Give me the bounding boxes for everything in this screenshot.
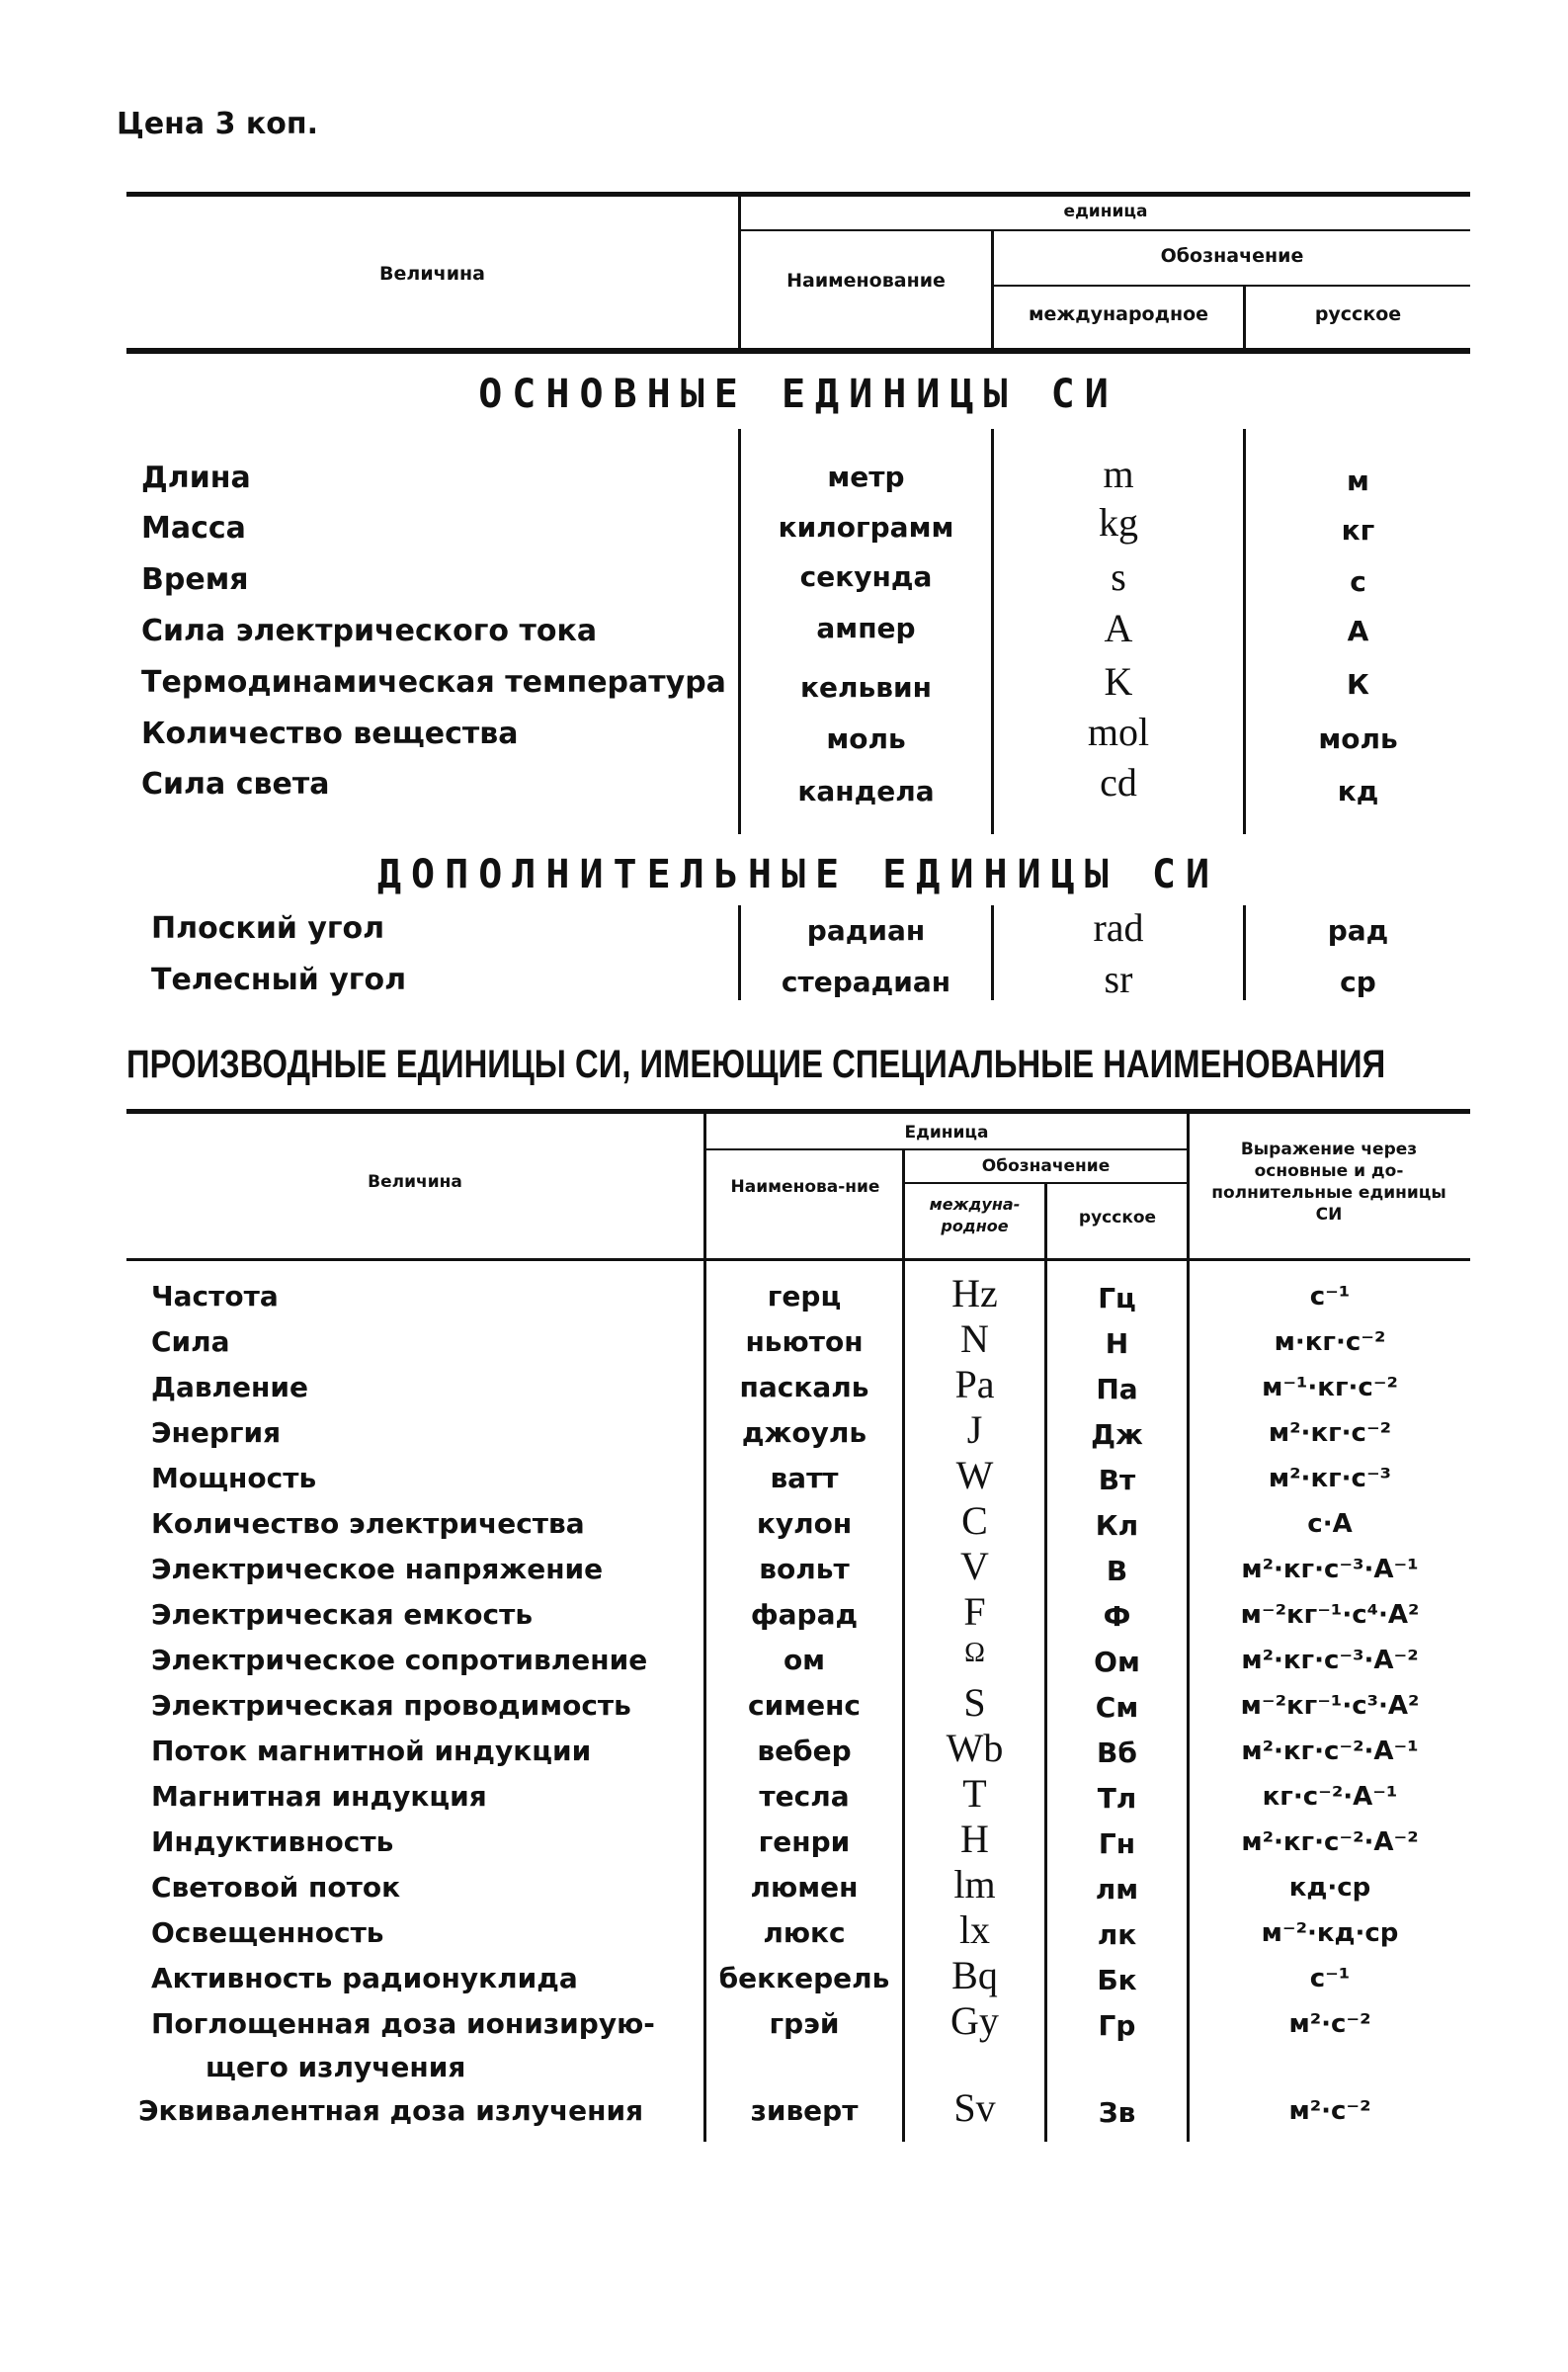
derived-row-russian: Н xyxy=(1105,1327,1129,1360)
base-row-name: кельвин xyxy=(800,671,932,704)
derived-row-russian: Гц xyxy=(1098,1282,1136,1314)
supp-row-name: радиан xyxy=(806,914,926,947)
base-row-quantity: Длина xyxy=(141,461,251,495)
derived-row-quantity-continued: щего излучения xyxy=(206,2051,466,2083)
base-row-quantity: Сила света xyxy=(141,767,330,802)
derived-row-quantity: Освещенность xyxy=(151,1916,384,1949)
supp-row-russian: ср xyxy=(1340,966,1376,998)
derived-row-russian: В xyxy=(1106,1555,1128,1587)
header-top-rule xyxy=(126,192,1470,197)
base-row-quantity: Сила электрического тока xyxy=(141,614,598,648)
derived-row-quantity: Электрическая емкость xyxy=(151,1598,534,1631)
derived-row-name: ом xyxy=(783,1644,826,1676)
derived-row-expression: м⁻²кг⁻¹·с³·А² xyxy=(1240,1691,1420,1721)
derived-row-name: кулон xyxy=(756,1507,853,1540)
base-row-name: секунда xyxy=(799,560,933,593)
derived-row-expression: м²·кг·с⁻²·А⁻¹ xyxy=(1241,1737,1419,1766)
derived-header-expression: Выражение через основные и до-полнительные единицы СИ xyxy=(1211,1140,1446,1225)
supp-row-international: rad xyxy=(1093,905,1144,950)
derived-row-international: J xyxy=(966,1407,983,1452)
supp-row-international: sr xyxy=(1104,957,1133,1001)
derived-row-quantity: Энергия xyxy=(151,1416,282,1449)
derived-row-international: F xyxy=(963,1589,986,1634)
derived-row-expression: м⁻¹·кг·с⁻² xyxy=(1262,1373,1398,1402)
derived-row-international: C xyxy=(961,1498,988,1543)
derived-row-expression: м⁻²·кд·ср xyxy=(1261,1918,1399,1948)
base-row-russian: кг xyxy=(1341,514,1375,547)
derived-row-name: тесла xyxy=(759,1780,850,1813)
derived-row-russian: См xyxy=(1095,1691,1139,1724)
base-row-name: моль xyxy=(826,722,906,755)
derived-row-expression: м·кг·с⁻² xyxy=(1274,1327,1386,1357)
derived-header-international: междуна-родное xyxy=(929,1195,1021,1235)
derived-row-quantity: Поток магнитной индукции xyxy=(151,1735,592,1767)
supp-row-russian: рад xyxy=(1327,914,1389,947)
derived-row-quantity: Количество электричества xyxy=(151,1507,585,1540)
derived-row-expression: кг·с⁻²·А⁻¹ xyxy=(1262,1782,1398,1812)
base-row-quantity: Время xyxy=(141,562,249,597)
derived-row-international: T xyxy=(962,1771,987,1816)
derived-row-russian: Вб xyxy=(1097,1737,1137,1769)
base-row-russian: кд xyxy=(1337,775,1379,807)
derived-row-expression: м²·кг·с⁻² xyxy=(1268,1418,1392,1448)
base-row-russian: м xyxy=(1347,465,1369,497)
derived-row-quantity: Эквивалентная доза излучения xyxy=(138,2094,644,2127)
derived-row-name: вольт xyxy=(759,1553,850,1585)
derived-row-name: зиверт xyxy=(750,2094,859,2127)
base-row-international: kg xyxy=(1099,500,1138,545)
derived-row-quantity: Электрическое напряжение xyxy=(151,1553,604,1585)
supp-row-quantity: Телесный угол xyxy=(151,963,407,997)
derived-row-quantity: Световой поток xyxy=(151,1871,401,1904)
header-international: международное xyxy=(1028,303,1209,325)
derived-row-russian: Кл xyxy=(1095,1509,1139,1542)
derived-row-international: Gy xyxy=(950,1998,999,2043)
base-row-international: s xyxy=(1111,554,1126,599)
derived-row-russian: Па xyxy=(1096,1373,1138,1405)
derived-row-russian: Вт xyxy=(1098,1464,1136,1496)
derived-row-expression: кд·ср xyxy=(1288,1873,1371,1903)
base-row-name: метр xyxy=(827,461,905,493)
derived-header-russian: русское xyxy=(1078,1208,1157,1228)
derived-row-international: S xyxy=(963,1680,986,1725)
derived-header-bottom-rule xyxy=(126,1258,1470,1261)
derived-row-russian: Гр xyxy=(1098,2009,1136,2042)
supplementary-units-title: ДОПОЛНИТЕЛЬНЫЕ ЕДИНИЦЫ СИ xyxy=(376,852,1220,897)
derived-row-international: Wb xyxy=(946,1726,1004,1770)
derived-header-unit: Единица xyxy=(904,1123,989,1143)
derived-row-international: Hz xyxy=(951,1271,998,1315)
base-row-russian: К xyxy=(1347,668,1369,701)
derived-row-quantity: Поглощенная доза ионизирую- xyxy=(151,2007,655,2040)
derived-units-title: ПРОИЗВОДНЫЕ ЕДИНИЦЫ СИ, ИМЕЮЩИЕ СПЕЦИАЛЬНЫЕ НАИМЕНОВАНИЯ xyxy=(126,1043,1386,1086)
header-name: Наименование xyxy=(786,270,946,292)
derived-row-international: W xyxy=(955,1453,994,1497)
derived-row-name: люмен xyxy=(750,1871,859,1904)
header-bottom-rule xyxy=(126,348,1470,354)
supp-row-quantity: Плоский угол xyxy=(151,911,385,946)
derived-row-expression: с⁻¹ xyxy=(1309,1964,1351,1993)
derived-row-international: V xyxy=(960,1544,989,1588)
derived-row-quantity: Активность радионуклида xyxy=(151,1962,578,1994)
derived-row-russian: лк xyxy=(1097,1918,1137,1951)
derived-row-russian: Зв xyxy=(1098,2096,1136,2129)
derived-row-international: Pa xyxy=(954,1362,995,1406)
header-designation: Обозначение xyxy=(1160,245,1304,267)
base-row-international: A xyxy=(1104,606,1133,650)
derived-row-expression: м²·с⁻² xyxy=(1288,2096,1371,2126)
derived-header-name: Наименова-ние xyxy=(730,1177,880,1197)
derived-row-russian: Ом xyxy=(1094,1646,1140,1678)
base-row-quantity: Термодинамическая температура xyxy=(141,665,726,700)
derived-row-international: lx xyxy=(958,1907,991,1952)
price-label: Цена 3 коп. xyxy=(117,107,319,141)
derived-row-quantity: Сила xyxy=(151,1325,230,1358)
derived-row-name: сименс xyxy=(747,1689,862,1722)
base-row-international: K xyxy=(1104,659,1133,704)
base-row-russian: с xyxy=(1350,565,1366,598)
header-hline-unit xyxy=(741,229,1470,231)
derived-header-designation: Обозначение xyxy=(981,1156,1111,1176)
header-unit: единица xyxy=(1063,202,1148,221)
derived-row-expression: с⁻¹ xyxy=(1309,1282,1351,1312)
header-russian: русское xyxy=(1314,303,1402,325)
derived-hline-unit xyxy=(706,1148,1187,1150)
header-hline-designation xyxy=(994,285,1470,287)
derived-row-name: ватт xyxy=(770,1462,839,1494)
derived-row-name: ньютон xyxy=(745,1325,864,1358)
derived-row-name: паскаль xyxy=(739,1371,869,1403)
derived-row-expression: м²·кг·с⁻³·А⁻¹ xyxy=(1241,1555,1419,1584)
base-row-name: килограмм xyxy=(778,511,954,544)
base-row-russian: моль xyxy=(1318,722,1398,755)
derived-row-name: генри xyxy=(758,1825,851,1858)
derived-row-expression: м²·кг·с⁻³ xyxy=(1268,1464,1392,1493)
header-quantity: Величина xyxy=(379,263,485,285)
derived-row-quantity: Мощность xyxy=(151,1462,317,1494)
base-row-international: m xyxy=(1103,452,1134,496)
derived-row-quantity: Индуктивность xyxy=(151,1825,394,1858)
derived-row-quantity: Электрическое сопротивление xyxy=(151,1644,648,1676)
base-row-quantity: Количество вещества xyxy=(141,717,519,751)
derived-row-russian: Гн xyxy=(1098,1827,1136,1860)
derived-row-expression: м²·кг·с⁻²·А⁻² xyxy=(1241,1827,1419,1857)
derived-row-expression: м⁻²кг⁻¹·с⁴·А² xyxy=(1240,1600,1420,1630)
derived-row-name: грэй xyxy=(769,2007,840,2040)
derived-row-russian: Дж xyxy=(1091,1418,1143,1451)
supp-row-name: стерадиан xyxy=(781,966,951,998)
derived-row-quantity: Магнитная индукция xyxy=(151,1780,487,1813)
derived-row-name: беккерель xyxy=(718,1962,890,1994)
derived-row-name: герц xyxy=(767,1280,842,1313)
base-row-russian: А xyxy=(1347,615,1369,647)
derived-row-international: Bq xyxy=(951,1953,998,1997)
derived-row-name: вебер xyxy=(757,1735,852,1767)
derived-row-russian: Тл xyxy=(1097,1782,1137,1815)
derived-row-russian: лм xyxy=(1095,1873,1139,1906)
derived-row-name: люкс xyxy=(763,1916,846,1949)
derived-header-quantity: Величина xyxy=(368,1172,462,1192)
derived-row-international: H xyxy=(960,1817,989,1861)
derived-row-russian: Ф xyxy=(1103,1600,1131,1633)
derived-row-russian: Бк xyxy=(1097,1964,1137,1996)
derived-row-quantity: Частота xyxy=(151,1280,279,1313)
derived-row-name: джоуль xyxy=(741,1416,867,1449)
derived-row-expression: м²·кг·с⁻³·А⁻² xyxy=(1241,1646,1419,1675)
base-row-name: кандела xyxy=(797,775,935,807)
derived-row-international: lm xyxy=(953,1862,996,1906)
derived-row-expression: с·А xyxy=(1307,1509,1353,1539)
base-row-international: mol xyxy=(1087,710,1150,754)
base-row-quantity: Масса xyxy=(141,511,246,546)
derived-row-name: фарад xyxy=(750,1598,859,1631)
derived-row-international: N xyxy=(960,1316,989,1361)
derived-row-expression: м²·с⁻² xyxy=(1288,2009,1371,2039)
derived-top-rule xyxy=(126,1109,1470,1114)
derived-row-quantity: Электрическая проводимость xyxy=(151,1689,631,1722)
base-units-title: ОСНОВНЫЕ ЕДИНИЦЫ СИ xyxy=(478,372,1118,417)
base-row-name: ампер xyxy=(816,612,916,644)
derived-row-quantity: Давление xyxy=(151,1371,309,1403)
derived-row-international: Sv xyxy=(953,2085,996,2130)
base-row-international: cd xyxy=(1100,760,1137,805)
derived-row-international: Ω xyxy=(964,1638,985,1668)
